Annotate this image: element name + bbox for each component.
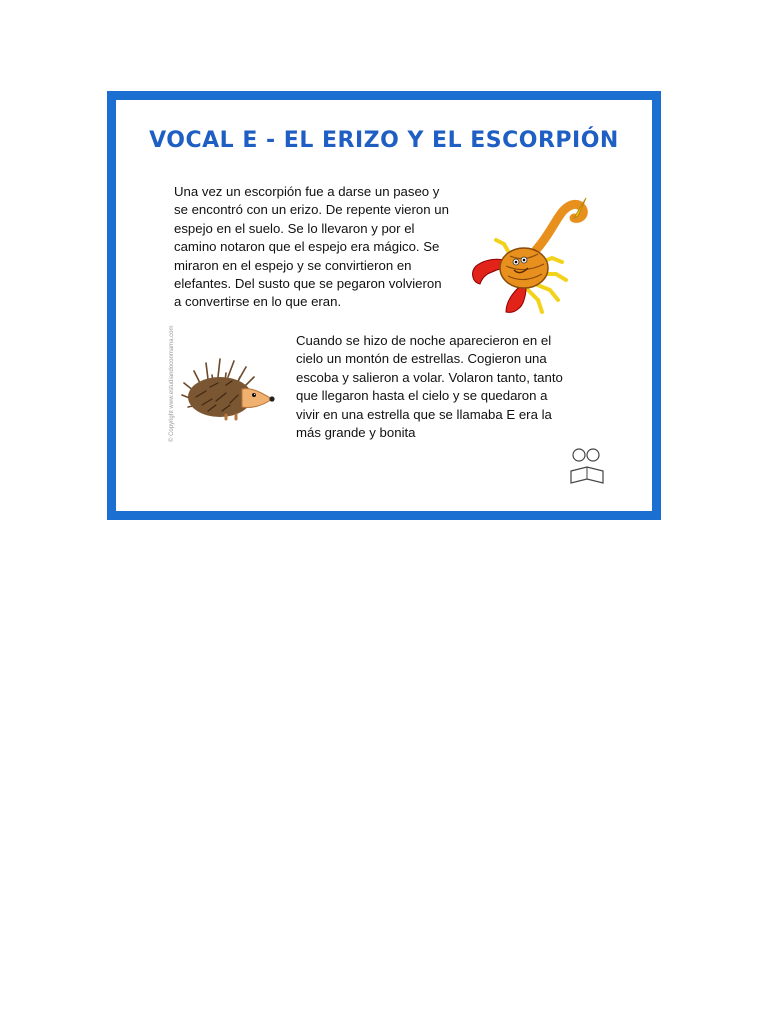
estudiando-logo-icon bbox=[564, 445, 610, 491]
story-card bbox=[107, 91, 661, 520]
hedgehog-illustration bbox=[180, 355, 276, 421]
copyright-text: © Copyright www.estudiandoconmama.com bbox=[169, 325, 175, 442]
page-title: VOCAL E - EL ERIZO Y EL ESCORPIÓN bbox=[149, 128, 619, 153]
story-paragraph-1: Una vez un escorpión fue a darse un paseo y se encontró con un erizo. De repente vieron un espejo en el suelo. Se lo llevaron y por el camino notaron que el espejo era mágico. Se miraron en el espejo y se convirtieron en elefantes. Del susto que se pegaron volvieron a convertirse en lo que eran. bbox=[174, 184, 449, 310]
story-paragraph-2: Cuando se hizo de noche aparecieron en el cielo un montón de estrellas. Cogieron una escoba y salieron a volar. Volaron tanto, tanto que llegaron hasta el cielo y se quedaron a vivir en una estrella que se llamaba E era la más grande y bonita bbox=[296, 333, 563, 441]
scorpion-illustration bbox=[466, 188, 596, 318]
